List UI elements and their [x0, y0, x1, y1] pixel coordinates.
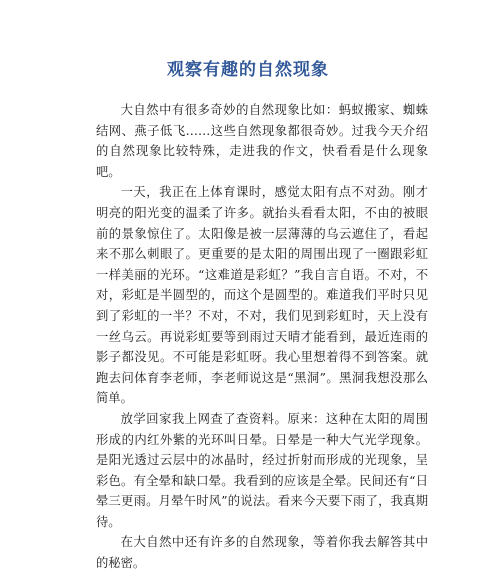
article-body	[96, 100, 428, 574]
paragraph-research: 放学回家我上网查了查资料。原来：这种在太阳的周围形成的内红外紫的光环叫日晕。日晕是一种大气光学现象。是阳光透过云层中的冰晶时，经过折射而形成的光现象，呈彩色。有全晕和缺口晕。我看到的应该是全晕。民间还有“日晕三更雨。月晕午时风”的说法。看来今天要下雨了，我真期待。	[96, 411, 428, 529]
paragraph-conclusion: 在大自然中还有许多的自然现象，等着你我去解答其中的秘密。	[96, 535, 428, 571]
page-title: 观察有趣的自然现象	[167, 60, 329, 80]
paragraph-observation: 一天，我正在上体育课时，感觉太阳有点不对劲。刚才明亮的阳光变的温柔了许多。就抬头看看太阳，不由的被眼前的景象惊住了。太阳像是被一层薄薄的乌云遮住了，看起来不那么刺眼了。更重要的是太阳的周围出现了一圈跟彩虹一样美丽的光环。“这难道是彩虹？”我自言自语。不对，不对，彩虹是半圆型的，而这个是圆型的。难道我们平时只见到了彩虹的一半？不对，不对，我们见到彩虹时，天上没有一丝乌云。再说彩虹要等到雨过天晴才能看到，最近连雨的影子都没见。不可能是彩虹呀。我心里想着得不到答案。就跑去问体育李老师，李老师说这是“黑洞”。黑洞我想没那么简单。	[96, 185, 428, 406]
paragraph-intro: 大自然中有很多奇妙的自然现象比如：蚂蚁搬家、蜘蛛结网、燕子低飞……这些自然现象都很奇妙。过我今天介绍的自然现象比较特殊，走进我的作文，快看看是什么现象吧。	[96, 103, 428, 179]
